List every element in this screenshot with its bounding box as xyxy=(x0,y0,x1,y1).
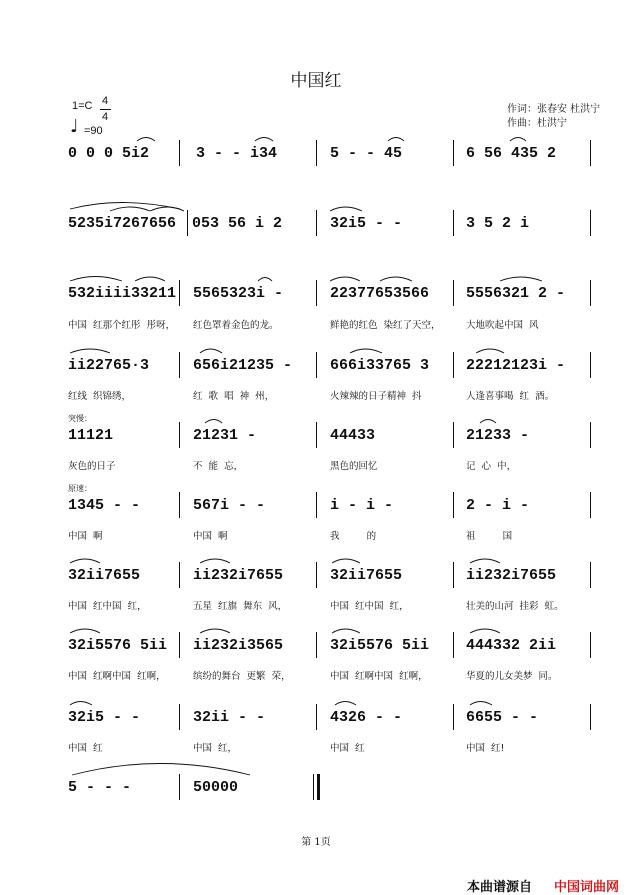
barline xyxy=(590,704,591,730)
barline xyxy=(179,632,180,658)
measure: 22377653566 xyxy=(330,285,430,302)
measure: 656i21235 - xyxy=(193,357,293,374)
slur xyxy=(258,278,272,282)
tie-arc xyxy=(72,764,250,776)
slur xyxy=(350,349,382,353)
barline xyxy=(453,562,454,588)
measure: 21231 - xyxy=(193,427,257,444)
lyric-line: 中国 红那个红彤 彤呀， xyxy=(68,320,176,331)
lyric-line: 中国 啊 xyxy=(193,531,228,542)
final-barline-thick xyxy=(317,774,320,800)
lyric-line: 中国 红啊中国 红啊， xyxy=(330,671,428,682)
barline xyxy=(179,704,180,730)
final-barline-thin xyxy=(313,774,314,800)
measure: ii232i7655 xyxy=(193,567,284,584)
slur xyxy=(332,559,360,563)
lyric-line: 中国 红啊中国 红啊， xyxy=(68,671,166,682)
measure: 32i5576 5ii xyxy=(68,637,168,654)
lyric-line: 人逢喜事喝 红 酒。 xyxy=(466,391,555,402)
measure: 5565323i - xyxy=(193,285,284,302)
measure: 666i33765 3 xyxy=(330,357,430,374)
barline xyxy=(316,422,317,448)
lyric-line: 中国 红 xyxy=(68,743,103,754)
lyric-line: 壮美的山河 挂彩 虹。 xyxy=(466,601,564,612)
page-number: 第 1页 xyxy=(301,837,331,848)
measure: 1345 - - xyxy=(68,497,141,514)
slur xyxy=(332,629,360,633)
barline xyxy=(453,140,454,166)
lyric-line: 缤纷的舞台 更繁 荣， xyxy=(193,671,291,682)
lyric-line: 中国 红 xyxy=(330,743,365,754)
lyricist-credit: 作词：张春安 杜洪宁 xyxy=(507,104,601,115)
slur xyxy=(330,207,362,211)
time-signature-divider xyxy=(100,109,111,110)
slur xyxy=(137,138,155,142)
slur xyxy=(255,138,273,142)
measure: 32i5 - - xyxy=(330,215,403,232)
measure: 567i - - xyxy=(193,497,266,514)
measure: 444332 2ii xyxy=(466,637,557,654)
slur xyxy=(388,138,404,142)
slur xyxy=(470,629,500,633)
quarter-note-icon: ♩ xyxy=(70,116,79,137)
slur xyxy=(150,207,184,211)
lyric-line: 不 能 忘， xyxy=(193,461,244,472)
measure: 532iiii33211 xyxy=(68,285,177,302)
slur xyxy=(500,277,542,281)
lyric-line: 祖 国 xyxy=(466,531,513,542)
lyric-line: 中国 啊 xyxy=(68,531,103,542)
tempo-change-mark: 突慢： xyxy=(68,414,92,423)
slur xyxy=(510,138,526,142)
measure: 6655 - - xyxy=(466,709,539,726)
slur xyxy=(480,420,496,424)
measure: 32i5 - - xyxy=(68,709,141,726)
lyric-line: 黑色的回忆 xyxy=(330,461,378,472)
source-site-link[interactable]: 中国词曲网 xyxy=(554,880,620,895)
lyric-line: 火辣辣的日子精神 抖 xyxy=(330,391,422,402)
measure: 32ii7655 xyxy=(330,567,403,584)
barline xyxy=(453,422,454,448)
slur xyxy=(70,629,100,633)
slur xyxy=(330,277,360,281)
lyric-line: 中国 红! xyxy=(466,743,505,754)
barline xyxy=(316,562,317,588)
barline xyxy=(453,632,454,658)
measure: 3 - - i34 xyxy=(196,145,278,162)
barline xyxy=(316,492,317,518)
measure: 50000 xyxy=(193,779,239,796)
barline xyxy=(179,140,180,166)
lyric-line: 灰色的日子 xyxy=(68,461,116,472)
slur xyxy=(335,702,356,706)
barline xyxy=(179,280,180,306)
barline xyxy=(179,562,180,588)
lyric-line: 中国 红中国 红， xyxy=(330,601,409,612)
measure: 11121 xyxy=(68,427,114,444)
barline xyxy=(316,210,317,236)
measure: i - i - xyxy=(330,497,394,514)
slur xyxy=(200,349,222,353)
lyric-line: 我 的 xyxy=(330,531,377,542)
barline xyxy=(590,210,591,236)
barline xyxy=(316,704,317,730)
source-label: 本曲谱源自 xyxy=(467,880,533,895)
lyric-line: 中国 红中国 红， xyxy=(68,601,147,612)
measure: 21233 - xyxy=(466,427,530,444)
measure: 3 5 2 i xyxy=(466,215,530,232)
barline xyxy=(179,774,180,800)
barline xyxy=(453,210,454,236)
barline xyxy=(179,352,180,378)
measure: 4326 - - xyxy=(330,709,403,726)
measure: 22212123i - xyxy=(466,357,566,374)
lyric-line: 记 心 中， xyxy=(466,461,517,472)
barline xyxy=(187,210,188,236)
measure: 053 56 i 2 xyxy=(192,215,283,232)
barline xyxy=(590,562,591,588)
measure: 6 56 435 2 xyxy=(466,145,557,162)
composer-credit: 作曲：杜洪宁 xyxy=(507,118,567,129)
barline xyxy=(316,280,317,306)
barline xyxy=(316,140,317,166)
barline xyxy=(316,632,317,658)
measure: 32ii7655 xyxy=(68,567,141,584)
slur xyxy=(135,277,165,281)
lyric-line: 红线 织锦绣， xyxy=(68,391,132,402)
lyric-line: 大地吹起中国 风 xyxy=(466,320,539,331)
barline xyxy=(590,492,591,518)
barline xyxy=(590,352,591,378)
slur xyxy=(470,559,500,563)
slur xyxy=(110,207,150,211)
barline xyxy=(453,352,454,378)
key-signature: 1=C xyxy=(72,100,93,112)
measure: 2 - i - xyxy=(466,497,530,514)
page-title: 中国红 xyxy=(290,71,342,91)
slur xyxy=(476,349,504,353)
lyric-line: 红 歌 唱 神 州， xyxy=(193,391,275,402)
slur xyxy=(70,559,100,563)
barline xyxy=(316,352,317,378)
measure: ii22765·3 xyxy=(68,357,150,374)
barline xyxy=(453,704,454,730)
time-signature-bottom: 4 xyxy=(102,111,109,123)
slur xyxy=(70,702,92,706)
barline xyxy=(590,140,591,166)
measure: 5235i7267656 xyxy=(68,215,177,232)
slur xyxy=(70,277,122,282)
measure: 5 - - 45 xyxy=(330,145,403,162)
lyric-line: 五星 红旗 舞东 风， xyxy=(193,601,288,612)
barline xyxy=(453,492,454,518)
slur xyxy=(200,629,230,633)
slur xyxy=(200,559,230,563)
barline xyxy=(179,422,180,448)
slur xyxy=(470,702,492,706)
slur xyxy=(205,420,222,424)
measure: 44433 xyxy=(330,427,376,444)
measure: 32ii - - xyxy=(193,709,266,726)
measure: 32i5576 5ii xyxy=(330,637,430,654)
lyric-line: 中国 红， xyxy=(193,743,238,754)
barline xyxy=(453,280,454,306)
lyric-line: 华夏的儿女美梦 同。 xyxy=(466,671,558,682)
barline xyxy=(179,492,180,518)
measure: ii232i3565 xyxy=(193,637,284,654)
tempo-marking: =90 xyxy=(84,125,103,137)
barline xyxy=(590,280,591,306)
lyric-line: 鲜艳的红色 染红了天空， xyxy=(330,320,441,331)
measure: 5556321 2 - xyxy=(466,285,566,302)
measure: 5 - - - xyxy=(68,779,132,796)
time-signature-top: 4 xyxy=(102,95,109,107)
barline xyxy=(590,422,591,448)
tempo-change-mark: 原速： xyxy=(68,484,92,493)
slur xyxy=(70,203,180,210)
lyric-line: 红色罩着金色的龙。 xyxy=(193,320,279,331)
measure: 0 0 0 5i2 xyxy=(68,145,150,162)
barline xyxy=(590,632,591,658)
slur xyxy=(380,277,412,281)
slur xyxy=(70,349,110,353)
measure: ii232i7655 xyxy=(466,567,557,584)
